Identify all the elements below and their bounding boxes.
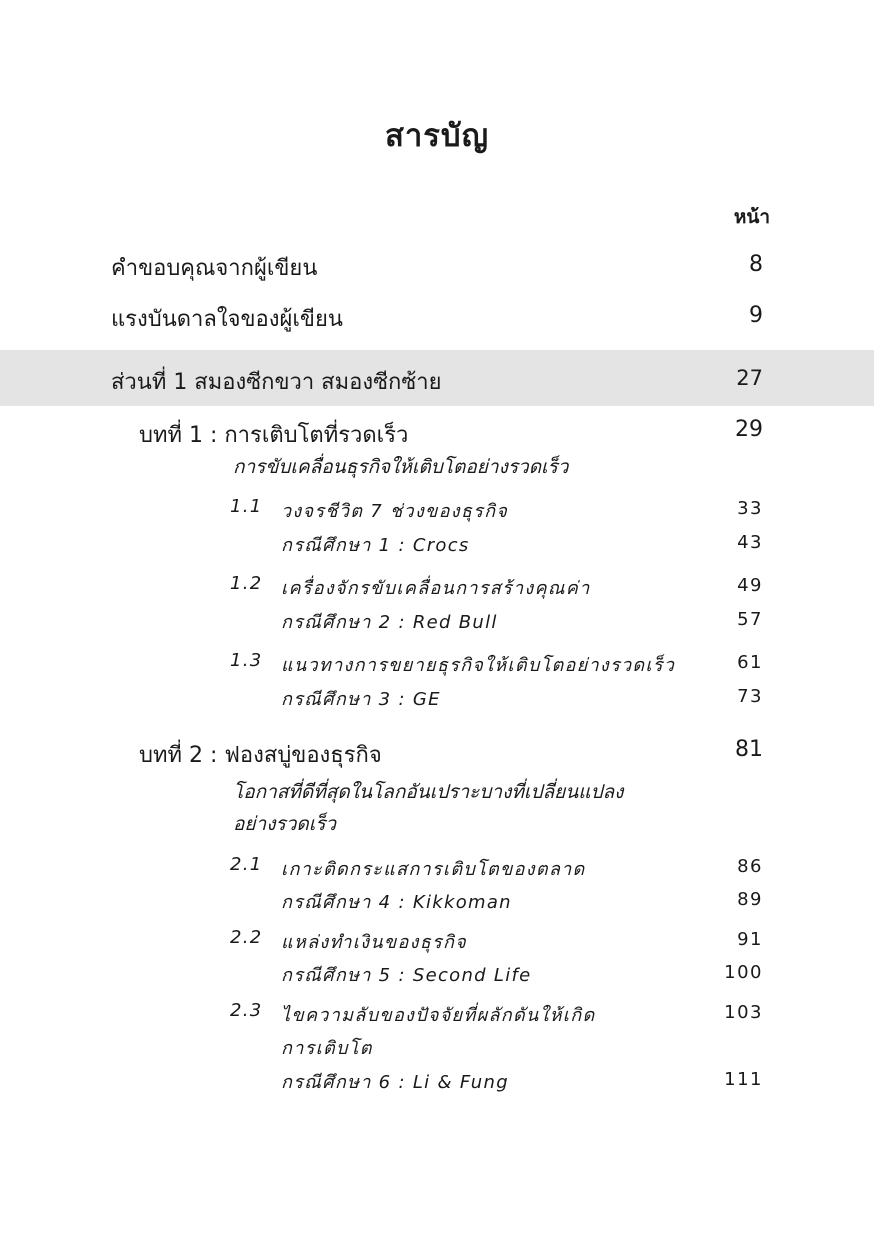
chapter-subtitle: การขับเคลื่อนธุรกิจให้เติบโตอย่างรวดเร็ว xyxy=(233,456,569,478)
toc-title: สารบัญ xyxy=(384,118,490,154)
toc-entry-section-2-3-continued[interactable]: การเติบโต xyxy=(281,1038,373,1059)
toc-entry-chapter-1[interactable]: บทที่ 1 : การเติบโตที่รวดเร็ว xyxy=(139,423,409,448)
toc-entry-section-1-3[interactable]: แนวทางการขยายธุรกิจให้เติบโตอย่างรวดเร็ว xyxy=(281,655,676,676)
toc-entry-case-study-6[interactable]: กรณีศึกษา 6 : Li & Fung xyxy=(281,1072,509,1093)
toc-page-number: 81 xyxy=(735,737,763,762)
section-number: 1.1 xyxy=(230,496,263,517)
toc-entry-inspiration[interactable]: แรงบันดาลใจของผู้เขียน xyxy=(111,307,343,332)
toc-page-number: 49 xyxy=(737,575,763,596)
toc-page-number: 29 xyxy=(735,417,763,442)
section-number: 2.3 xyxy=(230,1000,263,1021)
section-number: 2.1 xyxy=(230,854,263,875)
toc-page-number: 57 xyxy=(737,609,763,630)
toc-entry-section-2-1[interactable]: เกาะติดกระแสการเติบโตของตลาด xyxy=(281,859,586,880)
page-column-header: หน้า xyxy=(733,206,770,228)
toc-page-number: 86 xyxy=(737,856,763,877)
toc-entry-section-2-3[interactable]: ไขความลับของปัจจัยที่ผลักดันให้เกิด xyxy=(281,1005,596,1026)
toc-page-number: 33 xyxy=(737,498,763,519)
toc-entry-section-1-2[interactable]: เครื่องจักรขับเคลื่อนการสร้างคุณค่า xyxy=(281,578,591,599)
toc-entry-part-1[interactable]: ส่วนที่ 1 สมองซีกขวา สมองซีกซ้าย xyxy=(111,370,442,395)
toc-page-number: 8 xyxy=(749,252,763,277)
toc-entry-case-study-5[interactable]: กรณีศึกษา 5 : Second Life xyxy=(281,965,532,986)
toc-entry-case-study-4[interactable]: กรณีศึกษา 4 : Kikkoman xyxy=(281,892,512,913)
section-number: 1.2 xyxy=(230,573,263,594)
toc-page-number: 9 xyxy=(749,303,763,328)
chapter-subtitle: โอกาสที่ดีที่สุดในโลกอันเปราะบางที่เปลี่ยนแปลง xyxy=(233,781,624,803)
toc-page-number: 73 xyxy=(737,686,763,707)
toc-page-number: 89 xyxy=(737,889,763,910)
toc-entry-acknowledgements[interactable]: คำขอบคุณจากผู้เขียน xyxy=(111,256,318,281)
toc-page-number: 61 xyxy=(737,652,763,673)
toc-entry-section-2-2[interactable]: แหล่งทำเงินของธุรกิจ xyxy=(281,932,468,953)
toc-page-number: 91 xyxy=(737,929,763,950)
toc-entry-case-study-3[interactable]: กรณีศึกษา 3 : GE xyxy=(281,689,441,710)
toc-page-number: 111 xyxy=(724,1069,763,1090)
toc-page-number: 103 xyxy=(724,1002,763,1023)
chapter-subtitle-continued: อย่างรวดเร็ว xyxy=(233,813,337,835)
toc-entry-section-1-1[interactable]: วงจรชีวิต 7 ช่วงของธุรกิจ xyxy=(281,501,509,522)
toc-page-number: 43 xyxy=(737,532,763,553)
toc-entry-case-study-2[interactable]: กรณีศึกษา 2 : Red Bull xyxy=(281,612,498,633)
section-number: 1.3 xyxy=(230,650,263,671)
toc-entry-chapter-2[interactable]: บทที่ 2 : ฟองสบู่ของธุรกิจ xyxy=(139,743,382,768)
toc-page-number: 27 xyxy=(736,366,763,390)
toc-page-number: 100 xyxy=(724,962,763,983)
section-number: 2.2 xyxy=(230,927,263,948)
toc-entry-case-study-1[interactable]: กรณีศึกษา 1 : Crocs xyxy=(281,535,470,556)
